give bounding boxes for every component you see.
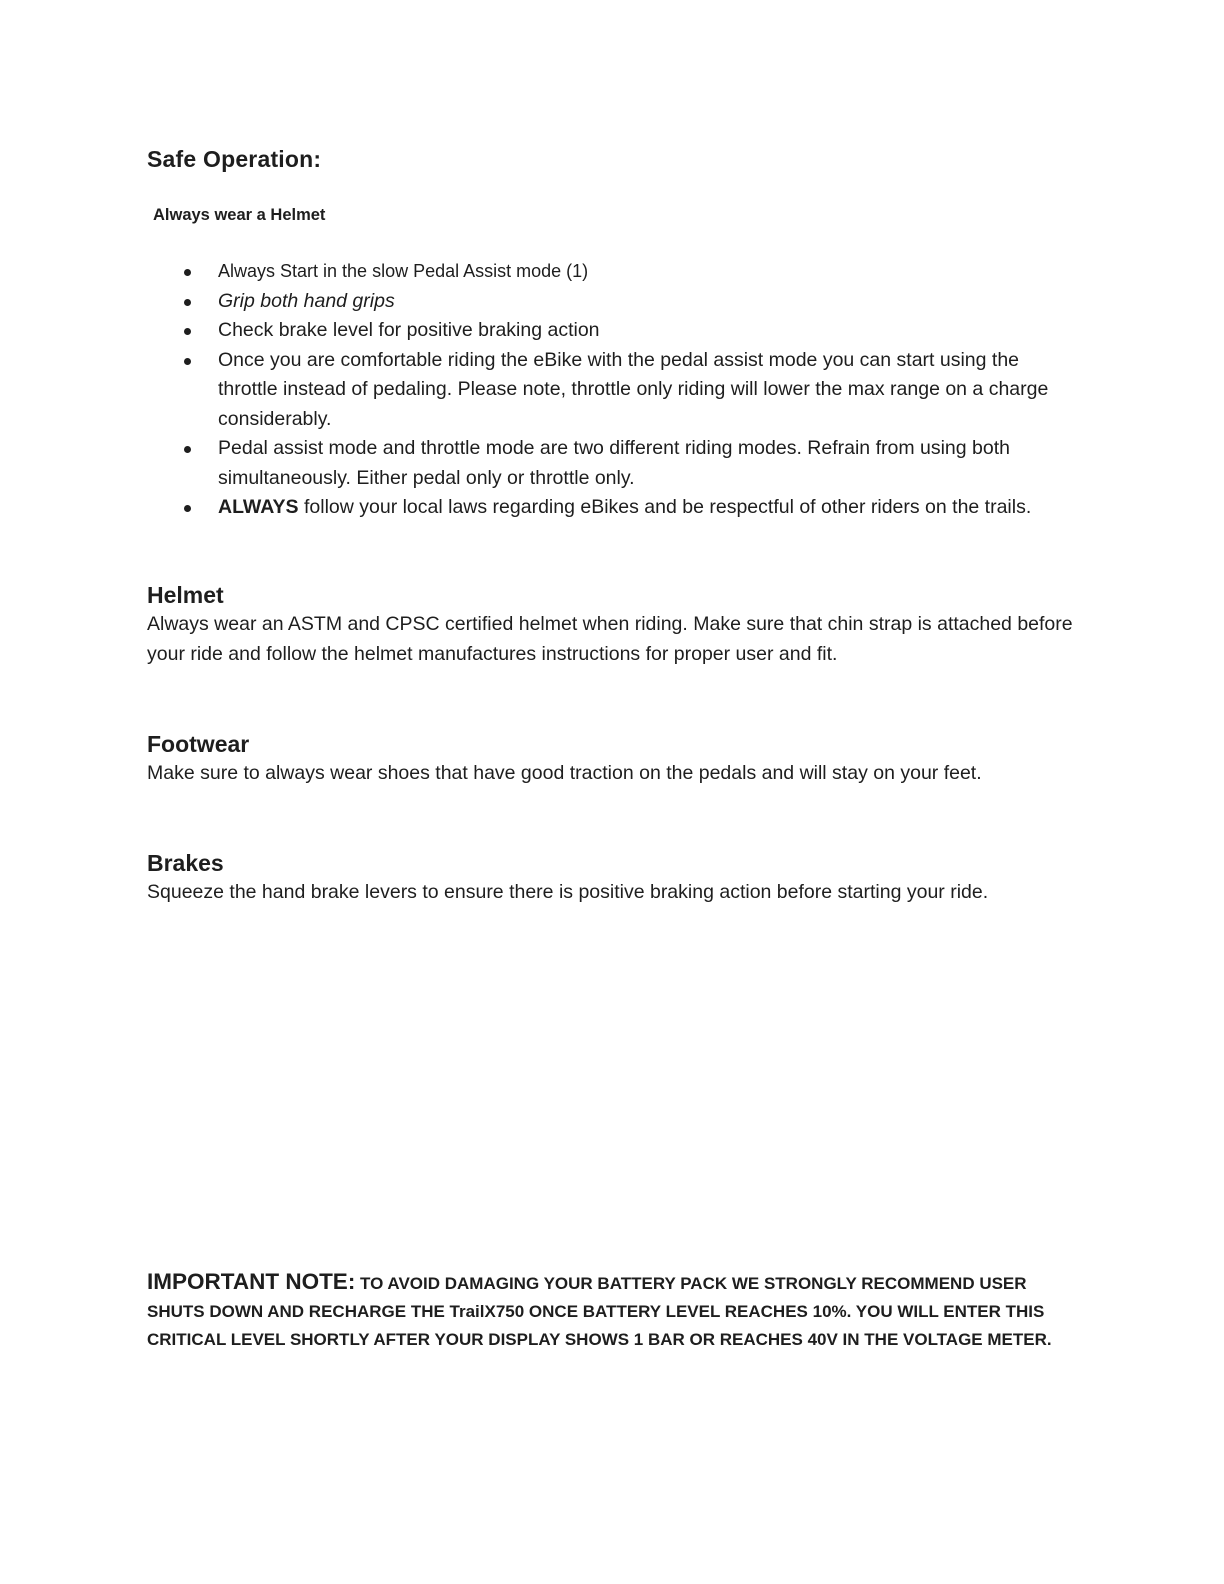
list-item-text: Pedal assist mode and throttle mode are two different riding modes. Refrain from using both simultaneously. Either pedal only or throttle only. [218,437,1010,489]
section-body: Make sure to always wear shoes that have good traction on the pedals and will stay on your feet. [147,762,982,784]
list-item [147,493,1077,523]
list-item [147,346,1077,435]
bullet-icon [184,358,191,365]
bullet-icon [184,299,191,306]
list-item-emphasis: ALWAYS [218,496,299,518]
page-subtitle: Always wear a Helmet [153,206,326,224]
safety-list [147,257,1077,523]
list-item [147,434,1077,493]
section-heading: Brakes [147,850,224,876]
list-item [147,316,1077,346]
bullet-icon [184,446,191,453]
bullet-icon [184,328,191,335]
list-item [147,287,1077,317]
important-note [147,1268,1067,1354]
important-note-lead: IMPORTANT NOTE: [147,1269,356,1294]
list-item-text: follow your local laws regarding eBikes and be respectful of other riders on the trails. [298,496,1032,518]
list-item-text: Grip both hand grips [218,289,395,312]
section-footwear [147,729,1077,789]
list-item-text: Check brake level for positive braking action [218,319,600,341]
list-item-text: Always Start in the slow Pedal Assist mode (1) [218,261,589,281]
section-helmet [147,580,1077,669]
important-note-text: TO AVOID DAMAGING YOUR BATTERY PACK WE STRONGLY RECOMMEND USER SHUTS DOWN AND RECHARGE THE TrailX750 ONCE BATTERY LEVEL REACHES 10%. YOU WILL ENTER THIS CRITICAL LEVEL SHORTLY AFTER YOUR DISPLAY SHOWS 1 BAR OR REACHES 40V IN THE VOLTAGE METER. [147,1274,1052,1349]
section-heading: Helmet [147,582,224,608]
bullet-icon [184,269,191,276]
bullet-icon [184,505,191,512]
section-brakes [147,848,1077,908]
list-item-text: Once you are comfortable riding the eBike with the pedal assist mode you can start using the throttle instead of pedaling. Please note, throttle only riding will lower the max range on a charge considerably. [218,348,1049,430]
page-title: Safe Operation: [147,146,322,172]
section-body: Squeeze the hand brake levers to ensure there is positive braking action before starting your ride. [147,881,989,903]
list-item [147,257,1077,287]
section-body: Always wear an ASTM and CPSC certified helmet when riding. Make sure that chin strap is attached before your ride and follow the helmet manufactures instructions for proper user and fit. [147,613,1073,665]
section-heading: Footwear [147,731,250,757]
